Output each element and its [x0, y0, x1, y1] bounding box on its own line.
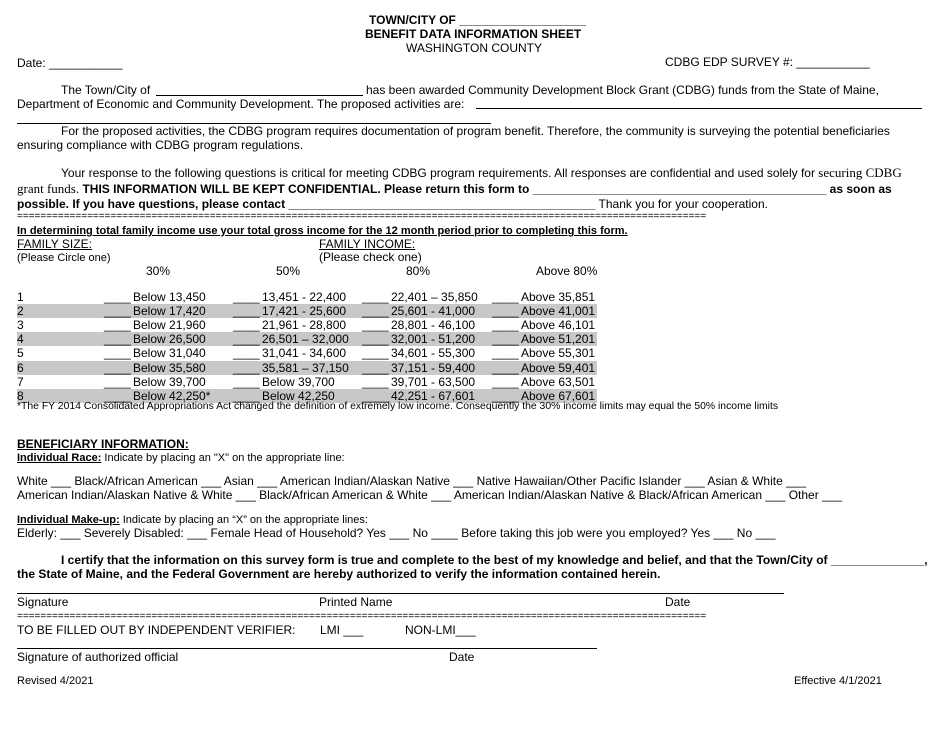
response-critical-text — [61, 166, 902, 180]
effective-date: Effective 4/1/2021 — [794, 675, 882, 687]
income-checkbox-line[interactable]: ____ — [362, 346, 389, 361]
signature-line[interactable] — [17, 593, 784, 594]
family-size-note: (Please Circle one) — [17, 252, 111, 264]
income-value-c50: 21,961 - 28,800 — [262, 318, 347, 333]
income-value-above: Above 46,101 — [521, 318, 596, 333]
income-checkbox-line[interactable]: ____ — [233, 374, 260, 389]
proposed-activities-line[interactable] — [476, 108, 922, 109]
compliance-text: ensuring compliance with CDBG program regulations. — [17, 138, 304, 152]
county-label: WASHINGTON COUNTY — [406, 41, 543, 55]
lmi-option[interactable]: LMI ___ — [320, 623, 364, 637]
col-header-above-80: Above 80% — [536, 264, 598, 278]
income-value-above: Above 51,201 — [521, 332, 596, 347]
makeup-instruction: Indicate by placing an “X” on the appropriate lines: — [122, 514, 368, 526]
income-value-c80: 42,251 - 67,601 — [391, 388, 476, 403]
income-value-c30: Below 26,500 — [133, 332, 206, 347]
income-value-above: Above 59,401 — [521, 360, 596, 375]
certify-line-1: I certify that the information on this survey form is true and complete to the best of my knowledge and belief, and that the Town/City of ______________, — [61, 553, 928, 567]
page-title: BENEFIT DATA INFORMATION SHEET — [365, 27, 582, 41]
contact-prompt: possible. If you have questions, please contact ______________________________________________ — [17, 197, 596, 211]
race-options-line-1[interactable]: White ___ Black/African American ___ Asian ___ American Indian/Alaskan Native ___ Native Hawaiian/Other Pacific Islander ___ Asian & White ___ — [17, 474, 807, 488]
col-header-80: 80% — [406, 264, 431, 278]
income-checkbox-line[interactable]: ____ — [233, 290, 260, 304]
family-size-7[interactable]: 7 — [17, 374, 24, 389]
family-size-3[interactable]: 3 — [17, 318, 24, 333]
family-size-8[interactable]: 8 — [17, 388, 24, 403]
income-checkbox-line[interactable]: ____ — [233, 332, 260, 347]
beneficiary-heading: BENEFICIARY INFORMATION: — [17, 437, 189, 451]
income-checkbox-line[interactable]: ____ — [104, 304, 131, 319]
income-checkbox-line[interactable]: ____ — [104, 388, 131, 403]
makeup-label: Individual Make-up: — [17, 514, 120, 526]
certify-line-2: the State of Maine, and the Federal Government are hereby authorized to verify the information contained herein. — [17, 567, 661, 581]
income-value-c80: 28,801 - 46,100 — [391, 318, 476, 333]
income-value-c50: Below 39,700 — [262, 374, 335, 389]
program-documentation-text: For the proposed activities, the CDBG program requires documentation of program benefit. Therefore, the community is surveying the potential beneficiaries — [61, 124, 890, 138]
makeup-options-line[interactable]: Elderly: ___ Severely Disabled: ___ Female Head of Household? Yes ___ No ____ Before taking this job were you employed? Yes ___ No ___ — [17, 526, 776, 540]
income-value-c80: 25,601 - 41,000 — [391, 304, 476, 319]
income-value-c80: 32,001 - 51,200 — [391, 332, 476, 347]
income-value-c80: 39,701 - 63,500 — [391, 374, 476, 389]
revised-date: Revised 4/2021 — [17, 675, 94, 687]
income-value-above: Above 55,301 — [521, 346, 596, 361]
signature-date-label: Date — [665, 595, 691, 609]
printed-name-label: Printed Name — [319, 595, 393, 609]
thank-you-text: Thank you for your cooperation. — [598, 197, 768, 211]
family-size-4[interactable]: 4 — [17, 332, 24, 347]
separator-1: ====================================================================================================================== — [17, 212, 707, 222]
income-value-c80: 37,151 - 59,400 — [391, 360, 476, 375]
income-checkbox-line[interactable]: ____ — [492, 290, 519, 304]
income-footnote: *The FY 2014 Consolidated Appropriations Act changed the definition of extremely low income. Consequently the 30% income limits may equal the 50% income limits — [17, 401, 779, 412]
race-options-line-2[interactable]: American Indian/Alaskan Native & White ___ Black/African American & White ___ American Indian/Alaskan Native & Black/African American ___ Other ___ — [17, 488, 843, 502]
family-size-label: FAMILY SIZE: — [17, 237, 92, 251]
income-checkbox-line[interactable]: ____ — [104, 290, 131, 304]
income-checkbox-line[interactable]: ____ — [104, 346, 131, 361]
income-checkbox-line[interactable]: ____ — [362, 290, 389, 304]
income-value-c30: Below 31,040 — [133, 346, 206, 361]
income-value-c30: Below 42,250* — [133, 388, 211, 403]
confidential-line — [17, 182, 892, 196]
income-checkbox-line[interactable]: ____ — [492, 360, 519, 375]
income-checkbox-line[interactable]: ____ — [233, 304, 260, 319]
income-checkbox-line[interactable]: ____ — [233, 346, 260, 361]
income-checkbox-line[interactable]: ____ — [492, 318, 519, 333]
family-size-6[interactable]: 6 — [17, 360, 24, 375]
income-checkbox-line[interactable]: ____ — [492, 346, 519, 361]
income-checkbox-line[interactable]: ____ — [362, 374, 389, 389]
grant-funds-text: grant funds. — [17, 181, 80, 196]
income-value-c50: 13,451 - 22,400 — [262, 290, 347, 304]
signature-label: Signature — [17, 595, 69, 609]
intro-awarded-text: has been awarded Community Development Block Grant (CDBG) funds from the State of Maine, — [366, 83, 879, 97]
income-checkbox-line[interactable]: ____ — [104, 360, 131, 375]
income-checkbox-line[interactable]: ____ — [492, 388, 519, 403]
authorized-signature-label: Signature of authorized official — [17, 650, 179, 664]
title-town-city: TOWN/CITY OF ___________________ — [369, 13, 587, 27]
survey-number-field[interactable]: CDBG EDP SURVEY #: ___________ — [665, 55, 870, 69]
income-value-above: Above 63,501 — [521, 374, 596, 389]
income-instruction: In determining total family income use your total gross income for the 12 month period prior to completing this form. — [17, 225, 628, 237]
intro-department-text: Department of Economic and Community Development. The proposed activities are: — [17, 97, 465, 111]
authorized-date-label: Date — [449, 650, 475, 664]
race-label: Individual Race: — [17, 452, 102, 464]
verifier-label: TO BE FILLED OUT BY INDEPENDENT VERIFIER: — [17, 623, 296, 637]
town-name-line[interactable] — [156, 95, 363, 96]
income-checkbox-line[interactable]: ____ — [362, 388, 389, 403]
income-checkbox-line[interactable]: ____ — [104, 332, 131, 347]
income-checkbox-line[interactable]: ____ — [233, 360, 260, 375]
income-checkbox-line[interactable]: ____ — [104, 318, 131, 333]
income-value-c30: Below 17,420 — [133, 304, 206, 319]
col-header-50: 50% — [276, 264, 301, 278]
family-size-1[interactable]: 1 — [17, 290, 24, 304]
date-field[interactable]: Date: ___________ — [17, 56, 123, 70]
income-checkbox-line[interactable]: ____ — [233, 388, 260, 403]
family-size-2[interactable]: 2 — [17, 304, 24, 319]
income-checkbox-line[interactable]: ____ — [104, 374, 131, 389]
family-size-5[interactable]: 5 — [17, 346, 24, 361]
income-value-c80: 34,601 - 55,300 — [391, 346, 476, 361]
income-value-c80: 22,401 – 35,850 — [391, 290, 478, 304]
contact-line — [17, 197, 768, 211]
response-critical-span: Your response to the following questions is critical for meeting CDBG program requirements. All responses are confidential and used solely for — [61, 166, 815, 180]
income-checkbox-line[interactable]: ____ — [362, 360, 389, 375]
income-value-c50: 35,581 – 37,150 — [262, 360, 349, 375]
confidential-notice: THIS INFORMATION WILL BE KEPT CONFIDENTIAL. Please return this form to ____________________________________________ as soon as — [82, 182, 892, 196]
family-income-label: FAMILY INCOME: — [319, 237, 416, 251]
securing-cdbg-text: securing CDBG — [818, 165, 902, 180]
income-value-above: Above 35,851 — [521, 290, 596, 304]
intro-town-label: The Town/City of — [61, 83, 151, 97]
separator-2: ====================================================================================================================== — [17, 612, 707, 622]
family-income-note: (Please check one) — [319, 250, 422, 264]
income-checkbox-line[interactable]: ____ — [492, 332, 519, 347]
income-value-above: Above 67,601 — [521, 388, 596, 403]
income-checkbox-line[interactable]: ____ — [362, 318, 389, 333]
income-checkbox-line[interactable]: ____ — [492, 374, 519, 389]
income-value-c50: 31,041 - 34,600 — [262, 346, 347, 361]
income-checkbox-line[interactable]: ____ — [362, 304, 389, 319]
income-value-c30: Below 39,700 — [133, 374, 206, 389]
income-value-c50: 26,501 – 32,000 — [262, 332, 349, 347]
authorized-signature-line[interactable] — [17, 648, 597, 649]
income-value-c30: Below 13,450 — [133, 290, 206, 304]
non-lmi-option[interactable]: NON-LMI___ — [405, 623, 476, 637]
income-value-c50: Below 42,250 — [262, 388, 335, 403]
income-value-c30: Below 21,960 — [133, 318, 206, 333]
race-instruction: Indicate by placing an "X" on the appropriate line: — [104, 452, 345, 464]
income-checkbox-line[interactable]: ____ — [362, 332, 389, 347]
income-value-c30: Below 35,580 — [133, 360, 206, 375]
income-value-above: Above 41,001 — [521, 304, 596, 319]
col-header-30: 30% — [146, 264, 171, 278]
income-checkbox-line[interactable]: ____ — [233, 318, 260, 333]
income-checkbox-line[interactable]: ____ — [492, 304, 519, 319]
income-value-c50: 17,421 - 25,600 — [262, 304, 347, 319]
